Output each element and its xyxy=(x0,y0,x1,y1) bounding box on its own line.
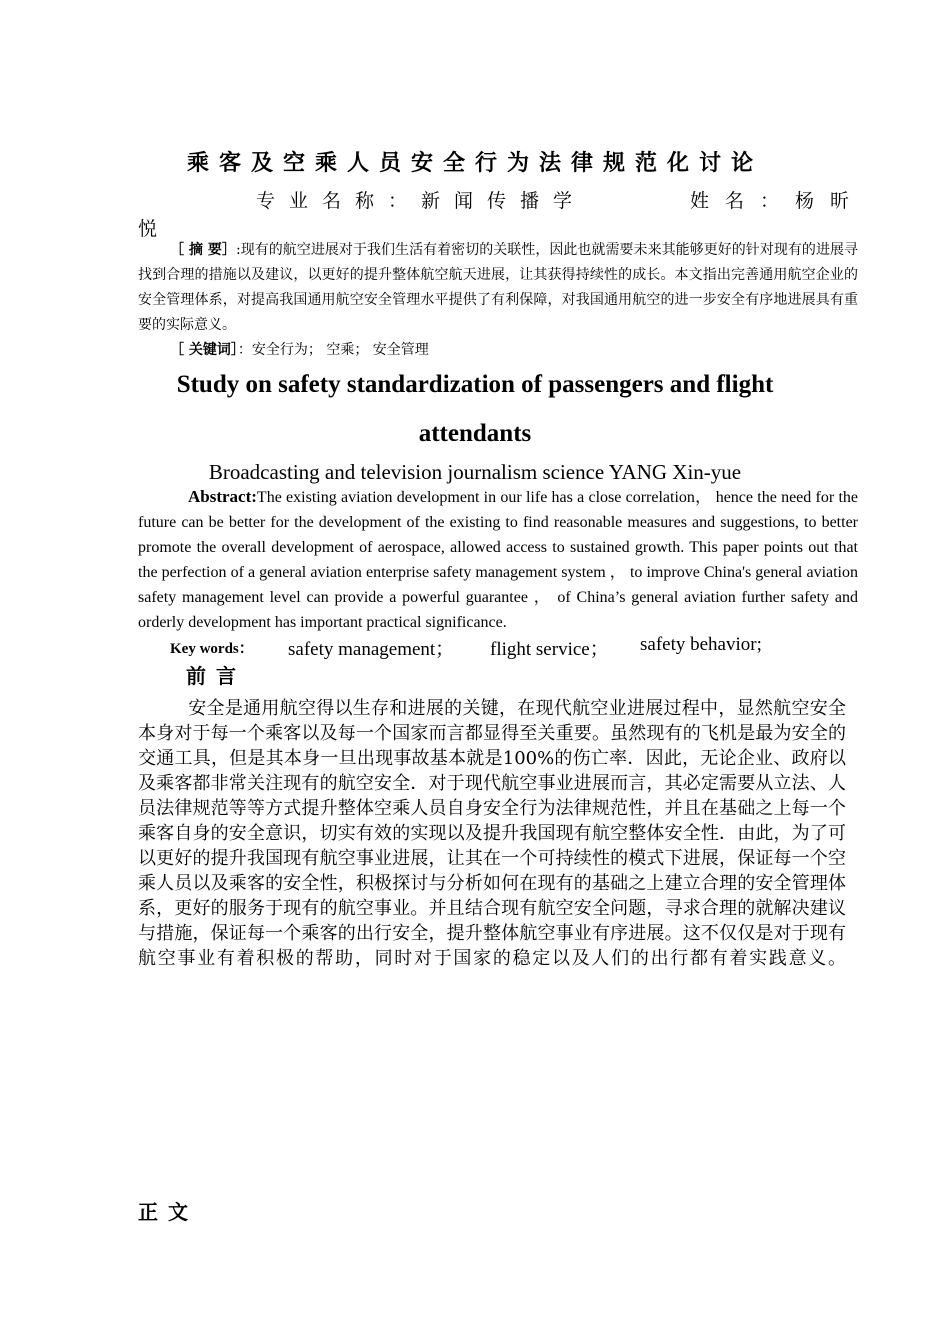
chinese-abstract-text: :现有的航空进展对于我们生活有着密切的关联性，因此也就需要未来其能够更好的针对现有的进展寻找到合理的措施以及建议，以更好的提升整体航空航天进展，让其获得持续性的成长。本文指出完善通用航空企业的安全管理体系，对提高我国通用航空安全管理水平提供了有利保障，对我国通用航空的进一步安全有序地进展具有重要的实际意义。 xyxy=(138,242,859,333)
english-abstract-text: The existing aviation development in our life has a close correlation， hence the need for the future can be better for the development of the existing to find reasonable measures and suggestions, to better promote the overall development of aerospace, allowed access to sustained growth. This paper points out that the perfection of a general aviation enterprise safety management system ， to improve China's general aviation safety management level can provide a powerful guarantee ， of China’s general aviation further safety and orderly development has important practical significance. xyxy=(138,489,858,631)
preface-paragraph xyxy=(138,696,846,971)
section-heading-body: 正文 xyxy=(138,1200,198,1224)
keyword-item: flight service； xyxy=(490,639,609,660)
keyword-item: safety management； xyxy=(288,639,455,660)
chinese-keywords-text: ：安全行为； 空乘； 安全管理 xyxy=(237,342,429,358)
author-name-wrap: 悦 xyxy=(138,218,158,240)
english-title: Study on safety standardization of passengers and flight attendants xyxy=(176,371,774,447)
section-heading-preface: 前言 xyxy=(186,664,246,688)
chinese-title: 乘客及空乘人员安全行为法律规范化讨论 xyxy=(186,151,763,176)
chinese-keywords-label: ［ 关键词］ xyxy=(170,342,238,358)
english-abstract xyxy=(138,484,858,635)
english-keywords xyxy=(170,634,870,660)
author-name: 姓名：杨昕 xyxy=(690,190,866,212)
chinese-abstract xyxy=(138,238,858,338)
english-abstract-label: Abstract: xyxy=(188,487,257,506)
english-keywords-label: Key words： xyxy=(170,641,254,657)
chinese-abstract-label: ［ 摘 要］ xyxy=(170,242,236,258)
preface-text: 安全是通用航空得以生存和进展的关键，在现代航空业进展过程中，显然航空安全本身对于每一个乘客以及每一个国家而言都显得至关重要。虽然现有的飞机是最为安全的交通工具，但是其本身一旦出现事故基本就是100%的伤亡率．因此，无论企业、政府以及乘客都非常关注现有的航空安全．对于现代航空事业进展而言，其必定需要从立法、人员法律规范等等方式提升整体空乘人员自身安全行为法律规范性，并且在基础之上每一个乘客自身的安全意识，切实有效的实现以及提升我国现有航空整体安全性．由此，为了可以更好的提升我国现有航空事业进展，让其在一个可持续性的模式下进展，保证每一个空乘人员以及乘客的安全性，积极探讨与分析如何在现有的基础之上建立合理的安全管理体系，更好的服务于现有的航空事业。并且结合现有航空安全问题，寻求合理的就解决建议与措施，保证每一个乘客的出行安全，提升整体航空事业有序进展。这不仅仅是对于现有航空事业有着积极的帮助，同时对于国家的稳定以及人们的出行都有着实践意义。 xyxy=(138,698,846,969)
chinese-keywords xyxy=(170,339,429,359)
major-name: 专业名称：新闻传播学 xyxy=(256,190,587,212)
chinese-author-line xyxy=(138,186,866,216)
keyword-item: safety behavior; xyxy=(640,634,762,655)
english-author-line: Broadcasting and television journalism science YANG Xin-yue xyxy=(208,460,742,484)
